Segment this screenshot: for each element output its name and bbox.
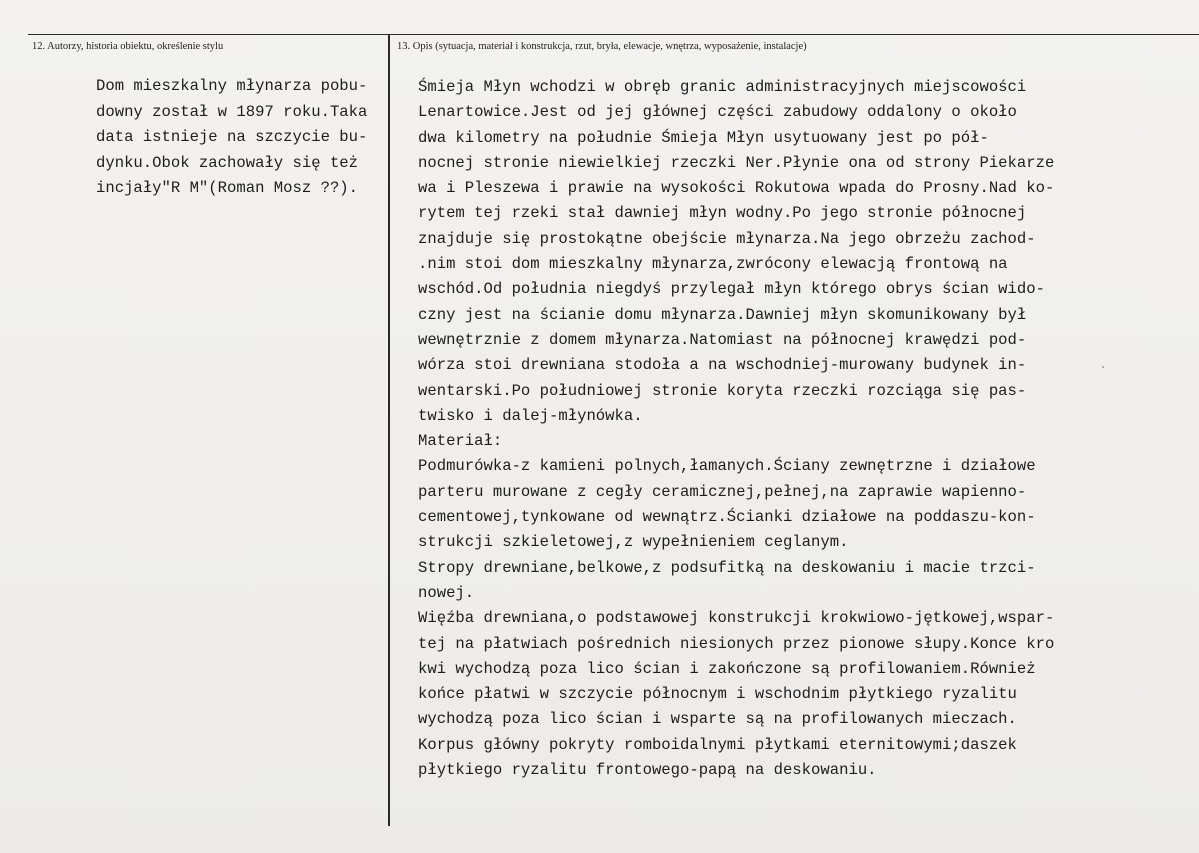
text-line: wychodzą poza lico ścian i wsparte są na profilowanych mieczach.: [418, 710, 1017, 729]
paper-speck: [1102, 366, 1104, 368]
column-divider: [388, 34, 390, 826]
text-line: .nim stoi dom mieszkalny młynarza,zwrócony elewacją frontową na: [418, 255, 1008, 274]
text-line: Więźba drewniana,o podstawowej konstrukcji krokwiowo-jętkowej,wspar-: [418, 609, 1055, 628]
text-line: płytkiego ryzalitu frontowego-papą na deskowaniu.: [418, 761, 877, 780]
text-line: cementowej,tynkowane od wewnątrz.Ścianki działowe na poddaszu-kon-: [418, 508, 1036, 527]
text-line: wewnętrznie z domem młynarza.Natomiast na północnej krawędzi pod-: [418, 330, 1027, 349]
text-line: końce płatwi w szczycie północnym i wschodnim płytkiego ryzalitu: [418, 685, 1017, 704]
text-line: Dom mieszkalny młynarza pobu-: [96, 77, 368, 95]
text-line: wschód.Od południa niegdyś przylegał młyn którego obrys ścian wido-: [418, 280, 1045, 299]
text-line: nowej.: [418, 583, 475, 602]
text-line: Śmieja Młyn wchodzi w obręb granic administracyjnych miejscowości: [418, 78, 1027, 96]
text-line: nocnej stronie niewielkiej rzeczki Ner.Płynie ona od strony Piekarze: [418, 153, 1055, 172]
text-line: kwi wychodzą poza lico ścian i zakończone są profilowaniem.Również: [418, 659, 1036, 678]
left-column-header: 12. Autorzy, historia obiektu, określenie stylu: [32, 41, 224, 52]
text-line: data istnieje na szczycie bu-: [96, 128, 368, 146]
text-line: rytem tej rzeki stał dawniej młyn wodny.Po jego stronie północnej: [418, 204, 1027, 223]
text-line: strukcji szkieletowej,z wypełnieniem ceglanym.: [418, 533, 849, 552]
text-line: wentarski.Po południowej stronie koryta rzeczki rozciąga się pas-: [418, 381, 1027, 400]
text-line: twisko i dalej-młynówka.: [418, 406, 643, 425]
text-line: incjały"R M"(Roman Mosz ??).: [96, 179, 359, 197]
text-line: Stropy drewniane,belkowe,z podsufitką na deskowaniu i macie trzci-: [418, 558, 1036, 577]
text-line: Korpus główny pokryty romboidalnymi płytkami eternitowymi;daszek: [418, 735, 1017, 754]
text-line: czny jest na ścianie domu młynarza.Dawniej młyn skomunikowany był: [418, 305, 1027, 324]
text-line: Lenartowice.Jest od jej głównej części zabudowy oddalony o około: [418, 103, 1017, 122]
left-column-text: [96, 74, 367, 202]
text-line: dwa kilometry na południe Śmieja Młyn usytuowany jest po pół-: [418, 128, 989, 147]
text-line: Podmurówka-z kamieni polnych,łamanych.Ściany zewnętrzne i działowe: [418, 457, 1036, 476]
text-line: parteru murowane z cegły ceramicznej,pełnej,na zaprawie wapienno-: [418, 482, 1027, 501]
text-line: znajduje się prostokątne obejście młynarza.Na jego obrzeżu zachod-: [418, 229, 1036, 248]
right-column-header: 13. Opis (sytuacja, materiał i konstrukcja, rzut, bryła, elewacje, wnętrza, wyposażenie, instalacje): [397, 41, 807, 52]
text-line: downy został w 1897 roku.Taka: [96, 102, 368, 121]
text-line: wórza stoi drewniana stodoła a na wschodniej-murowany budynek in-: [418, 356, 1027, 375]
section-heading-material: Materiał:: [418, 432, 503, 451]
text-line: tej na płatwiach pośrednich niesionych przez pionowe słupy.Konce kro: [418, 634, 1055, 653]
top-rule: [28, 34, 1199, 35]
text-line: dynku.Obok zachowały się też: [96, 153, 359, 172]
right-column-text: [418, 75, 1054, 783]
text-line: wa i Pleszewa i prawie na wysokości Rokutowa wpada do Prosny.Nad ko-: [418, 179, 1055, 198]
